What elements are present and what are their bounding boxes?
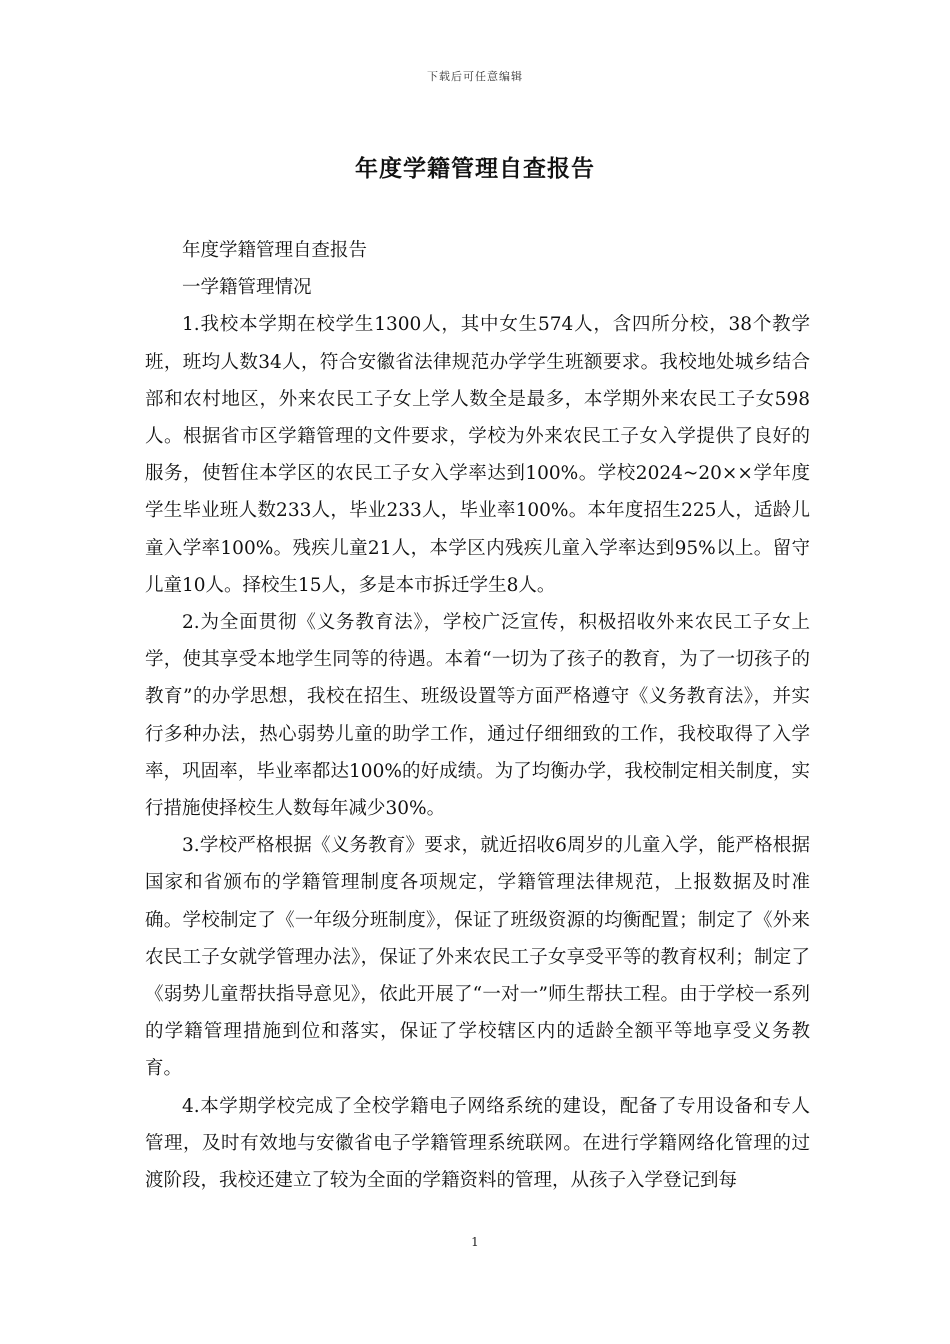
paragraph-subtitle: 年度学籍管理自查报告 [182,240,368,261]
paragraph-item-4: 4.本学期学校完成了全校学籍电子网络系统的建设，配备了专用设备和专人管理，及时有效地与安徽省电子学籍管理系统联网。在进行学籍网络化管理的过渡阶段，我校还建立了较为全面的学籍资料的管理，从孩子入学登记到每 [145,1095,810,1192]
document-title: 年度学籍管理自查报告 [355,156,595,182]
paragraph-item-1: 1.我校本学期在校学生1300人，其中女生574人，含四所分校，38个教学班，班均人数34人，符合安徽省法律规范办学学生班额要求。我校地处城乡结合部和农村地区，外来农民工子女上学人数全是最多，本学期外来农民工子女598人。根据省市区学籍管理的文件要求，学校为外来农民工子女入学提供了良好的服务，使暂住本学区的农民工子女入学率达到100%。学校2024~20××学年度学生毕业班人数233人，毕业233人，毕业率100%。本年度招生225人，适龄儿童入学率100%。残疾儿童21人，本学区内残疾儿童入学率达到95%以上。留守儿童10人。择校生15人，多是本市拆迁学生8人。 [145,314,810,596]
page-number: 1 [471,1235,479,1249]
paragraph-item-2: 2.为全面贯彻《义务教育法》，学校广泛宣传，积极招收外来农民工子女上学，使其享受本地学生同等的待遇。本着“一切为了孩子的教育，为了一切孩子的教育”的办学思想，我校在招生、班级设置等方面严格遵守《义务教育法》，并实行多种办法，热心弱势儿童的助学工作，通过仔细细致的工作，我校取得了入学率，巩固率，毕业率都达100%的好成绩。为了均衡办学，我校制定相关制度，实行措施使择校生人数每年减少30%。 [145,612,810,820]
paragraph-item-3: 3.学校严格根据《义务教育》要求，就近招收6周岁的儿童入学，能严格根据国家和省颁布的学籍管理制度各项规定，学籍管理法律规范，上报数据及时准确。学校制定了《一年级分班制度》，保证了班级资源的均衡配置；制定了《外来农民工子女就学管理办法》，保证了外来农民工子女享受平等的教育权利；制定了《弱势儿童帮扶指导意见》，依此开展了“一对一”师生帮扶工程。由于学校一系列的学籍管理措施到位和落实，保证了学校辖区内的适龄全额平等地享受义务教育。 [145,835,810,1080]
document-body [145,232,810,1199]
header-note: 下载后可任意编辑 [427,70,523,83]
paragraph-section-heading: 一学籍管理情况 [182,277,312,299]
